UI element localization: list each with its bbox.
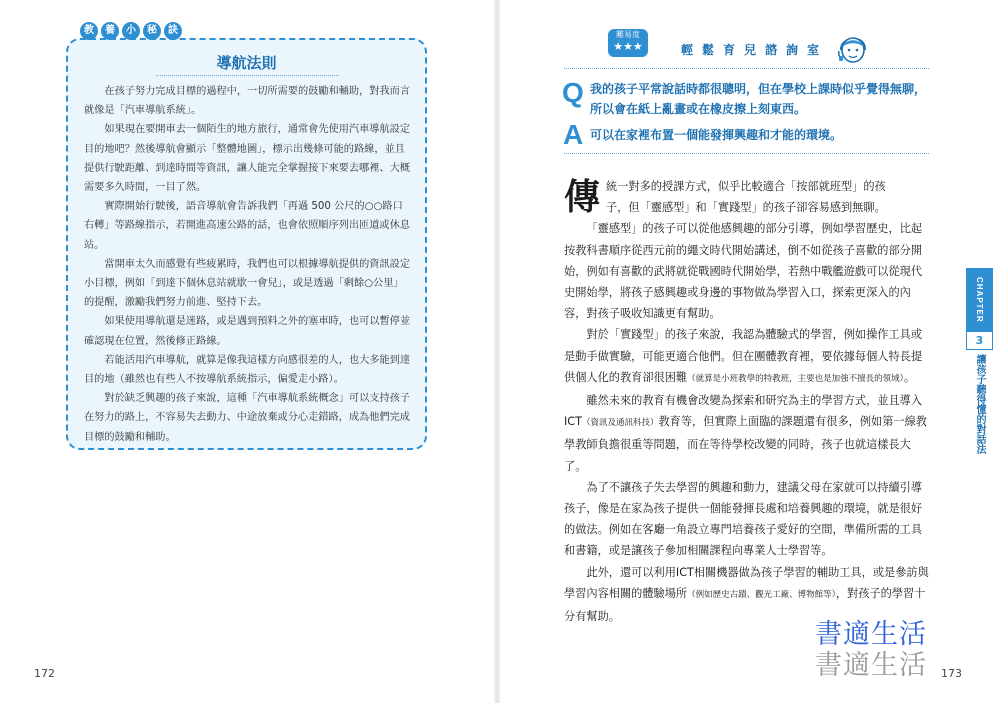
question-text: 我的孩子平常說話時都很聰明，但在學校上課時似乎覺得無聊，所以會在紙上亂畫或在橡皮擦上刻東西。 xyxy=(590,82,927,116)
tip-tag-char: 教 xyxy=(80,22,98,40)
consult-char: 室 xyxy=(807,42,820,57)
body-text-run: 此外，還可以利用ICT相關機器做為孩子學習的輔助工具，或是參訪與學習內容相關的體驗場所 xyxy=(564,565,929,600)
watermark-blue: 書適生活 xyxy=(815,619,927,650)
tip-paragraph: 如果使用導航還是迷路，或是遇到預料之外的塞車時，也可以暫停並確認現在位置，然後修正路線。 xyxy=(84,316,411,347)
difficulty-stars: ★★★ xyxy=(613,40,643,53)
tip-paragraph: 若能活用汽車導航，就算是像我這樣方向感很差的人，也大多能到達目的地（雖然也有些人不按導航系統指示，偏愛走小路）。 xyxy=(84,354,411,386)
body-note: （資訊及通訊科技） xyxy=(581,418,659,429)
body-paragraph: 「靈感型」的孩子可以從他感興趣的部分引導，例如學習歷史，比起按教科書順序從西元前的繩文時代開始講述，倒不如從孩子喜歡的部分開始，例如有喜歡的武將就從戰國時代開始學，若熱中戰艦遊戲可以從現代史開始學，將孩子感興趣或身邊的事物做為學習入口，探索更深入的內容，對孩子吸收知識更有幫助。 xyxy=(564,222,923,321)
consult-char: 育 xyxy=(722,42,735,57)
consult-char: 鬆 xyxy=(701,42,714,57)
tip-paragraph: 當開車太久而感覺有些疲累時，我們也可以根據導航提供的資訊設定小目標，例如「到達下個休息站就歇一會兒」，或是透過「剩餘○公里」的提醒，激勵我們努力前進、堅持下去。 xyxy=(84,258,411,309)
qa-divider-top xyxy=(564,68,929,69)
body-paragraph xyxy=(564,390,930,477)
tip-paragraph: 對於缺乏興趣的孩子來說，這種「汽車導航系統概念」可以支持孩子在努力的路上，不容易失去動力、中途放棄或分心走錯路，成為他們完成目標的鼓勵和輔助。 xyxy=(84,393,411,443)
chapter-tab xyxy=(966,268,993,454)
book-gutter xyxy=(494,0,500,703)
tip-tag-char: 秘 xyxy=(143,22,161,40)
tip-tag-char: 小 xyxy=(122,22,140,40)
consult-room-banner xyxy=(655,38,845,60)
drop-cap: 傳 xyxy=(564,176,601,218)
difficulty-badge xyxy=(608,29,648,57)
tip-paragraph: 在孩子努力完成目標的過程中，一切所需要的鼓勵和輔助，對我而言就像是「汽車導航系統」。 xyxy=(84,86,411,117)
page-number-right: 173 xyxy=(941,667,962,680)
body-text-run: 教育等，但實際上面臨的課題還有很多，例如第一線教學教師負擔很重等問題，而在等待學校改變的同時，孩子也就這樣長大了。 xyxy=(564,415,927,473)
tip-paragraph: 如果現在要開車去一個陌生的地方旅行，通常會先使用汽車導航設定目的地吧？然後導航會顯示「整體地圖」，標示出幾條可能的路線，並且提供行駛距離、到達時間等資訊，讓人能完全掌握接下來要去哪裡、大概需要多久時間，一目了然。 xyxy=(84,124,411,194)
body-paragraph xyxy=(564,324,930,390)
parenting-tip-box xyxy=(66,38,427,450)
body-line: 統一對多的授課方式，似乎比較適合「按部就班型」的孩 xyxy=(606,180,886,193)
difficulty-label: 難易度 xyxy=(616,30,640,39)
tip-tag-char: 養 xyxy=(101,22,119,40)
body-paragraph: 為了不讓孩子失去學習的興趣和動力，建議父母在家就可以持續引導孩子，像是在家為孩子提供一個能發揮長處和培養興趣的環境，就是很好的做法。例如在客廳一角設立專門培養孩子愛好的空間，準備所需的工具和書籍，或是讓孩子參加相關課程向專業人士學習等。 xyxy=(564,480,923,558)
answer-letter: A xyxy=(563,119,584,150)
chapter-title: 讓孩子聽得懂的對話法 xyxy=(974,354,985,454)
body-text-run: ，對孩子的學習十分有幫助。 xyxy=(564,586,926,624)
counselor-avatar-icon xyxy=(836,28,870,68)
watermark-gray: 書適生活 xyxy=(815,650,927,681)
right-body-text xyxy=(564,176,930,627)
body-note: （就算是小班教學的特教班，主要也是加強不擅長的領域） xyxy=(687,373,904,384)
qa-divider-bottom xyxy=(564,153,929,154)
consult-char: 諮 xyxy=(765,42,778,57)
left-page xyxy=(0,0,496,703)
body-line: 子，但「靈感型」和「實踐型」的孩子卻容易感到無聊。 xyxy=(606,201,886,215)
body-text-run: 對於「實踐型」的孩子來說，我認為體驗式的學習，例如操作工具或是動手做實驗，可能更適合他們。但在團體教育裡，要依據每個人特長提供個人化的教育卻很困難 xyxy=(564,328,923,384)
question-letter: Q xyxy=(562,77,584,108)
tip-paragraph: 實際開始行駛後，語音導航會告訴我們「再過 500 公尺的○○路口右轉」等路線指示，若開進高速公路的話，也會依照順序列出匝道或休息站。 xyxy=(84,201,410,251)
tip-body xyxy=(84,82,411,447)
body-note: （例如歷史古蹟、觀光工廠、博物館等） xyxy=(687,589,836,600)
consult-char: 詢 xyxy=(786,42,799,57)
body-text-run: 雖然未來的教育有機會改變為探索和研究為主的學習方式，並且導入ICT xyxy=(564,394,923,429)
page-number-left: 172 xyxy=(34,667,55,680)
chapter-label: CHAPTER xyxy=(966,268,993,332)
chapter-number: 3 xyxy=(966,332,993,350)
consult-char: 輕 xyxy=(680,42,693,57)
body-text-run: 。 xyxy=(903,370,916,384)
tip-title: 導航法則 xyxy=(216,54,277,72)
answer-text: 可以在家裡布置一個能發揮興趣和才能的環境。 xyxy=(590,128,843,142)
consult-char: 兒 xyxy=(743,42,756,57)
tip-title-underline xyxy=(156,75,339,76)
tip-tag xyxy=(80,22,182,40)
tip-tag-char: 訣 xyxy=(164,22,182,40)
